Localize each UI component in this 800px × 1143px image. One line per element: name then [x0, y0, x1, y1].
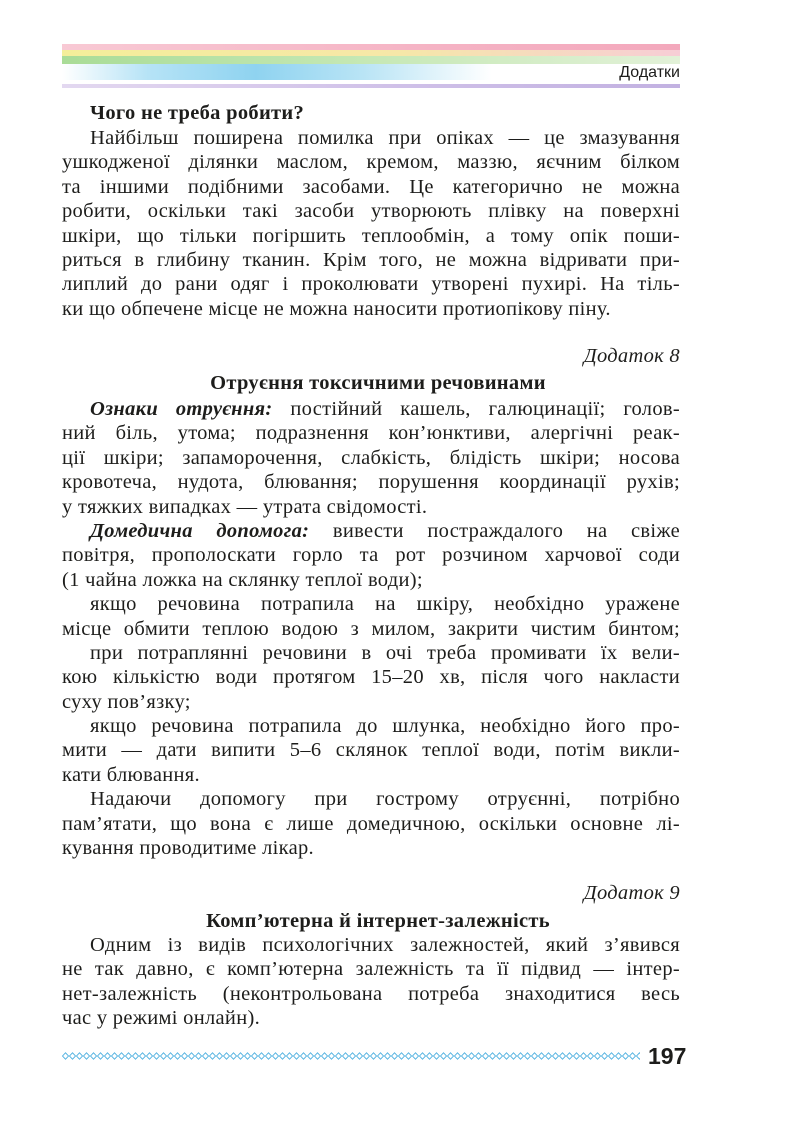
- text-fragment: вивести постраждалого на свіже: [332, 519, 680, 542]
- text-line: мити — дати випити 5–6 склянок теплої води, потім викли-: [62, 739, 680, 762]
- text-line: місце обмити теплою водою з милом, закрити чистим бинтом;: [62, 617, 680, 640]
- burns-heading: Чого не треба робити?: [90, 102, 305, 124]
- page-number: 197: [648, 1043, 687, 1069]
- appendix-label: Додаток 9: [583, 882, 680, 904]
- burns-paragraph: [62, 126, 680, 321]
- text-line: кування проводитиме лікар.: [62, 837, 314, 860]
- text-fragment: постійний кашель, галюцинації; голов-: [290, 398, 680, 420]
- text-line: [62, 397, 680, 421]
- text-line: (1 чайна ложка на склянку теплої води);: [62, 568, 423, 591]
- header-stripe-blue: [62, 64, 492, 80]
- text-line: якщо речовина потрапила на шкіру, необхідно уражене: [90, 593, 680, 616]
- text-line: Надаючи допомогу при гострому отруєнні, потрібно: [90, 788, 680, 811]
- text-line: [62, 519, 680, 543]
- text-line: ки що обпечене місце не можна наносити протиопікову піну.: [62, 297, 611, 320]
- appendix-title: Отруєння токсичними речовинами: [210, 372, 546, 394]
- header-stripe-lavender: [62, 84, 680, 88]
- text-line: риться в глибину тканин. Крім того, не можна відривати при-: [62, 248, 680, 271]
- term-label: Ознаки отруєння:: [90, 398, 273, 420]
- burns-heading-block: [62, 101, 680, 125]
- text-line: Одним із видів психологічних залежностей, який з’явився: [90, 934, 680, 956]
- text-line: ний біль, утома; подразнення кон’юнктиви, алергічні реак-: [62, 422, 680, 445]
- appendix-9-label-block: [62, 881, 680, 905]
- text-line: липлий до рани одяг і проколювати утворені пухирі. На тіль-: [62, 273, 680, 296]
- term-label: Домедична допомога:: [90, 519, 310, 542]
- text-line: шкіри, що тільки погіршить теплообмін, а тому опік поши-: [62, 224, 680, 247]
- text-line: пам’ятати, що вона є лише домедичною, оскільки основне лі-: [62, 812, 680, 835]
- header-stripe-green: [62, 56, 680, 64]
- appendix-9-body: [62, 933, 680, 1031]
- appendix-title: Комп’ютерна й інтернет-залежність: [206, 910, 550, 932]
- text-line: якщо речовина потрапила до шлунка, необхідно його про-: [90, 715, 680, 738]
- text-line: не так давно, є комп’ютерна залежність та її підвид — інтер-: [62, 958, 680, 981]
- text-line: ушкодженої ділянки маслом, кремом, маззю, яєчним білком: [62, 151, 680, 174]
- appendix-8-title-block: [62, 371, 680, 395]
- section-label: Додатки: [619, 64, 680, 81]
- text-line: нет-залежність (неконтрольована потреба знаходитися весь: [62, 982, 680, 1005]
- appendix-8-label-block: [62, 344, 680, 368]
- appendix-8-body: [62, 397, 680, 860]
- text-line: та іншими подібними засобами. Це категорично не можна: [62, 175, 680, 198]
- text-line: кою кількістю води протягом 15–20 хв, після чого накласти: [62, 666, 680, 689]
- text-line: ції шкіри; запаморочення, слабкість, блідість шкіри; носова: [62, 446, 680, 469]
- text-line: кровотеча, нудота, блювання; порушення координації рухів;: [62, 471, 680, 494]
- text-line: суху пов’язку;: [62, 690, 191, 713]
- text-line: кати блювання.: [62, 763, 200, 786]
- text-line: при потраплянні речовини в очі треба промивати їх вели-: [90, 641, 680, 664]
- text-line: повітря, прополоскати горло та рот розчином харчової соди: [62, 544, 680, 567]
- text-line: робити, оскільки такі засоби утворюють плівку на поверхні: [62, 200, 680, 223]
- text-line: у тяжких випадках — утрата свідомості.: [62, 495, 428, 518]
- appendix-9-title-block: [62, 909, 680, 933]
- footer-diamond-ornament: [62, 1051, 640, 1061]
- text-line: Найбільш поширена помилка при опіках — це змазування: [90, 127, 680, 149]
- appendix-label: Додаток 8: [583, 345, 680, 367]
- text-line: час у режимі онлайн).: [62, 1007, 261, 1030]
